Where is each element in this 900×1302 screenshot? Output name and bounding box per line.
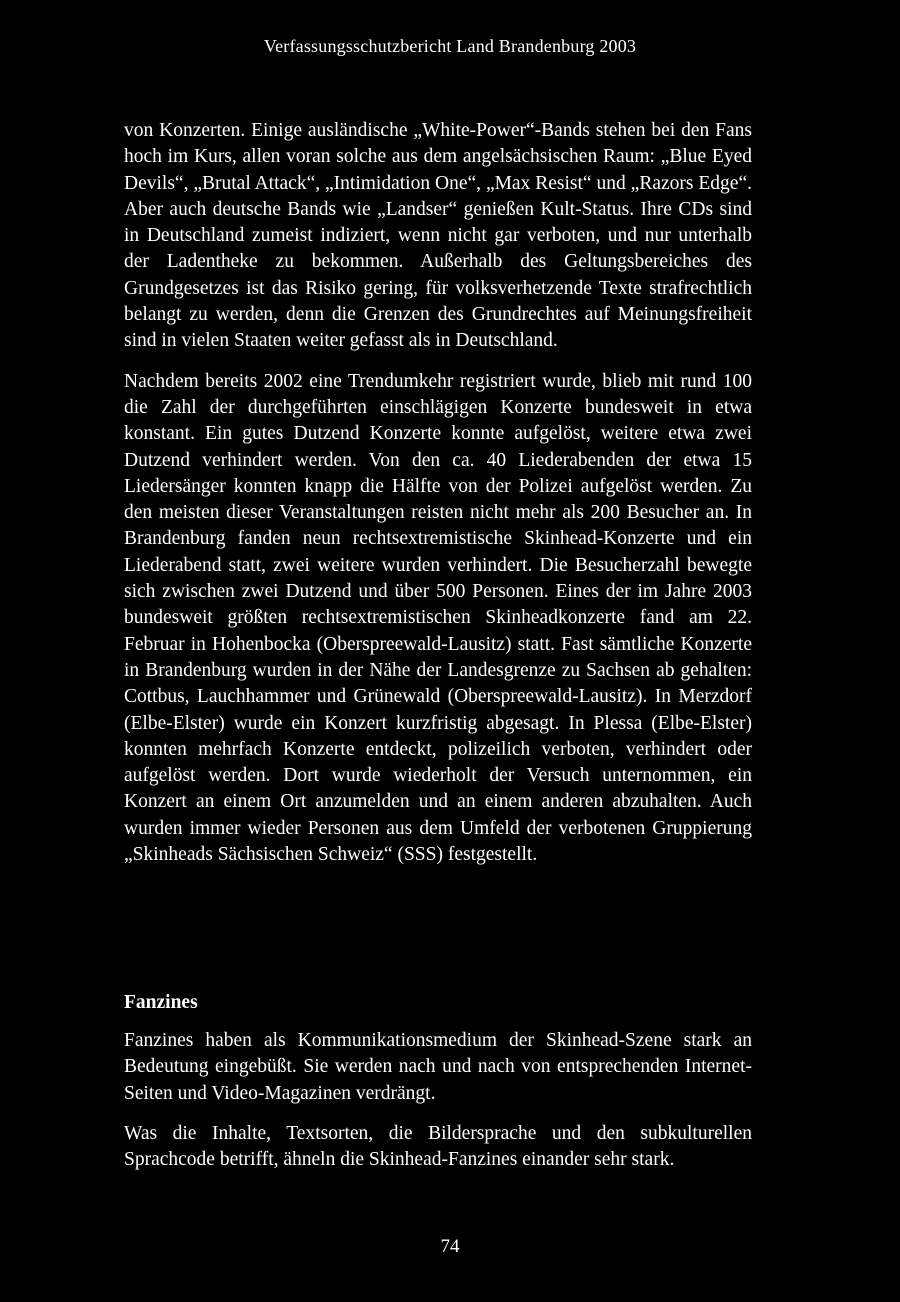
body-text bbox=[124, 118, 752, 868]
fanzines-section-text bbox=[124, 1028, 752, 1173]
paragraph-fanzines-significance: Fanzines haben als Kommunikationsmedium der Skinhead-Szene stark an Bedeutung eingebüßt. Sie werden nach und nach von entsprechenden Internet-Seiten und Video-Magazinen verdrängt. bbox=[124, 1030, 752, 1104]
paragraph-concerts-statistics: Nachdem bereits 2002 eine Trendumkehr registriert wurde, blieb mit rund 100 die Zahl der durchgeführten einschlägigen Konzerte bundesweit in etwa konstant. Ein gutes Dutzend Konzerte konnte aufgelöst, weitere etwa zwei Dutzend verhindert werden. Von den ca. 40 Liederabenden der etwa 15 Liedersänger konnten knapp die Hälfte von der Polizei aufgelöst werden. Zu den meisten dieser Veranstaltungen reisten nicht mehr als 200 Besucher an. In Brandenburg fanden neun rechtsextremistische Skinhead-Konzerte und ein Liederabend statt, zwei weitere wurden verhindert. Die Besucherzahl bewegte sich zwischen zwei Dutzend und über 500 Personen. Eines der im Jahre 2003 bundesweit größten rechtsextremistischen Skinheadkonzerte fand am 22. Februar in Hohenbocka (Oberspreewald-Lausitz) statt. Fast sämtliche Konzerte in Brandenburg wurden in der Nähe der Landesgrenze zu Sachsen ab gehalten: Cottbus, Lauchhammer und Grünewald (Oberspreewald-Lausitz). In Merzdorf (Elbe-Elster) wurde ein Konzert kurzfristig abgesagt. In Plessa (Elbe-Elster) konnten mehrfach Konzerte entdeckt, polizeilich verboten, verhindert oder aufgelöst werden. Dort wurde wiederholt der Versuch unternommen, ein Konzert an einem Ort anzumelden und an einem anderen abzuhalten. Auch wurden immer wieder Personen aus dem Umfeld der verbotenen Gruppierung „Skinheads Sächsischen Schweiz“ (SSS) festgestellt. bbox=[124, 370, 752, 866]
section-heading-fanzines: Fanzines bbox=[124, 992, 198, 1013]
paragraph-concerts-bands: von Konzerten. Einige ausländische „White-Power“-Bands stehen bei den Fans hoch im Kurs, allen voran solche aus dem angelsächsischen Raum: „Blue Eyed Devils“, „Brutal Attack“, „Intimidation One“, „Max Resist“ und „Razors Edge“. Aber auch deutsche Bands wie „Landser“ genießen Kult-Status. Ihre CDs sind in Deutschland zumeist indiziert, wenn nicht gar verboten, und nur unterhalb der Ladentheke zu bekommen. Außerhalb des Geltungsbereiches des Grundgesetzes ist das Risiko gering, für volksverhetzende Texte strafrechtlich belangt zu werden, denn die Grenzen des Grundrechtes auf Meinungsfreiheit sind in vielen Staaten weiter gefasst als in Deutschland. bbox=[124, 120, 752, 352]
paragraph-fanzines-content: Was die Inhalte, Textsorten, die Bildersprache und den subkulturellen Sprachcode betrifft, ähneln die Skinhead-Fanzines einander sehr stark. bbox=[124, 1122, 752, 1171]
running-header: Verfassungsschutzbericht Land Brandenburg 2003 bbox=[263, 36, 637, 56]
page-number: 74 bbox=[440, 1236, 460, 1257]
